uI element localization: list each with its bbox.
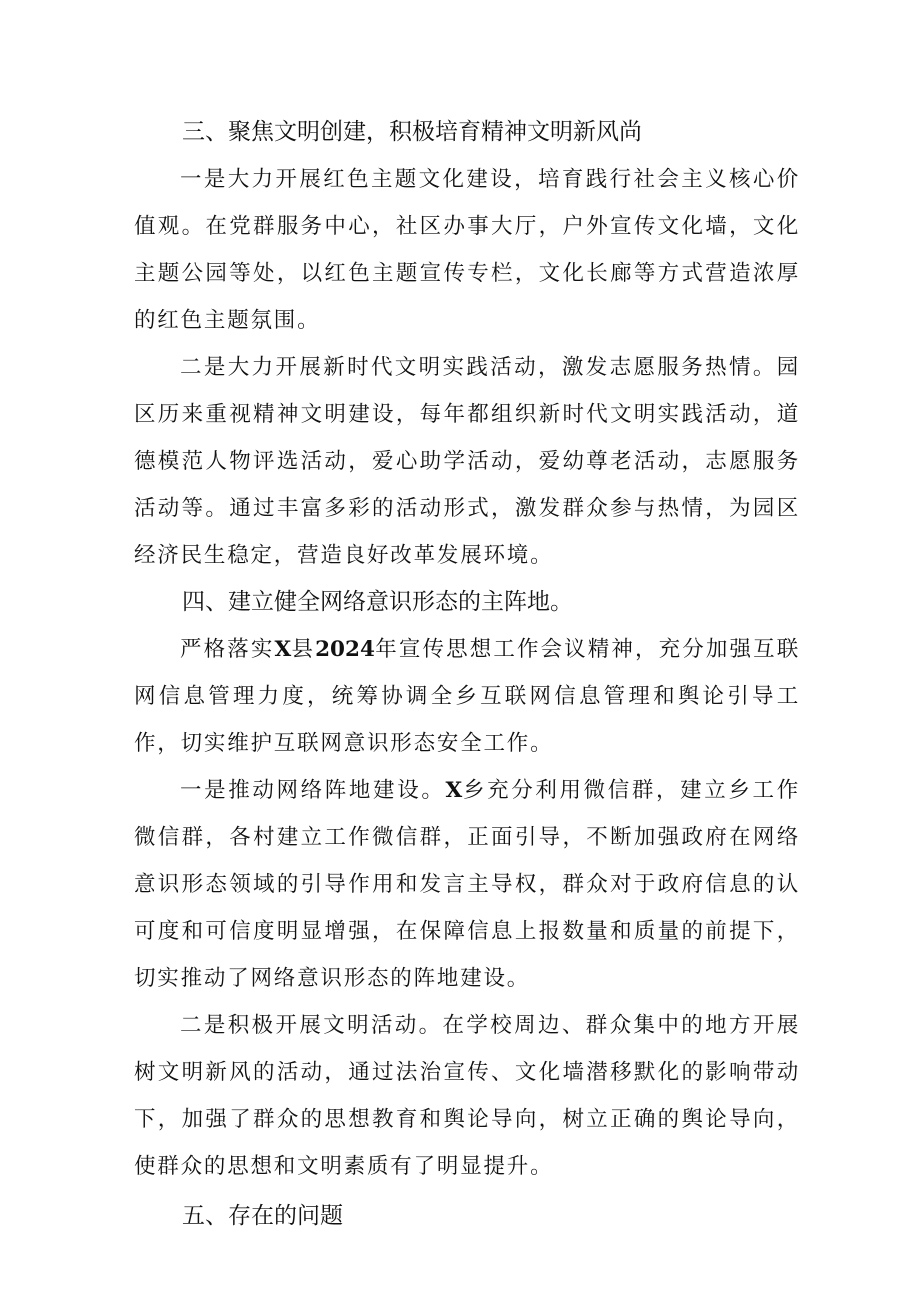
section-3-paragraph-1: 一是大力开展红色主题文化建设，培育践行社会主义核心价值观。在党群服务中心，社区办事大厅，户外宣传文化墙，文化主题公园等处，以红色主题宣传专栏，文化长廊等方式营造浓厚的红色主题氛围。: [134, 167, 800, 333]
county-letter: X: [274, 637, 292, 662]
year-number: 2024: [315, 637, 375, 662]
intro-text-start: 严格落实: [180, 637, 275, 662]
intro-text-rest: 年宣传思想工作会议精神，充分加强互联网信息管理力度，统筹协调全乡互联网信息管理和舆论引导工作，切实维护互联网意识形态安全工作。: [134, 637, 800, 756]
paragraph-1-lead: 一是推动网络阵地建设。: [180, 778, 446, 803]
township-letter: X: [445, 778, 463, 803]
paragraph-1-rest: 乡充分利用微信群，建立乡工作微信群，各村建立工作微信群，正面引导，不断加强政府在网络意识形态领域的引导作用和发言主导权，群众对于政府信息的认可度和可信度明显增强，在保障信息上报数量和质量的前提下，切实推动了网络意识形态的阵地建设。: [134, 778, 800, 991]
intro-text-county: 县: [291, 637, 316, 662]
section-3-heading: 三、聚焦文明创建，积极培育精神文明新风尚: [182, 119, 642, 145]
section-4-heading: 四、建立健全网络意识形态的主阵地。: [182, 589, 573, 615]
section-3-paragraph-2: 二是大力开展新时代文明实践活动，激发志愿服务热情。园区历来重视精神文明建设，每年都组织新时代文明实践活动，道德模范人物评选活动，爱心助学活动，爱幼尊老活动，志愿服务活动等。通过丰富多彩的活动形式，激发群众参与热情，为园区经济民生稳定，营造良好改革发展环境。: [134, 355, 800, 568]
section-4-paragraph-2: 二是积极开展文明活动。在学校周边、群众集中的地方开展树文明新风的活动，通过法治宣传、文化墙潜移默化的影响带动下，加强了群众的思想教育和舆论导向，树立正确的舆论导向，使群众的思想和文明素质有了明显提升。: [134, 1013, 800, 1179]
section-4-paragraph-1: [134, 767, 800, 1002]
section-4-intro-paragraph: [134, 626, 800, 767]
section-5-heading: 五、存在的问题: [182, 1203, 343, 1229]
